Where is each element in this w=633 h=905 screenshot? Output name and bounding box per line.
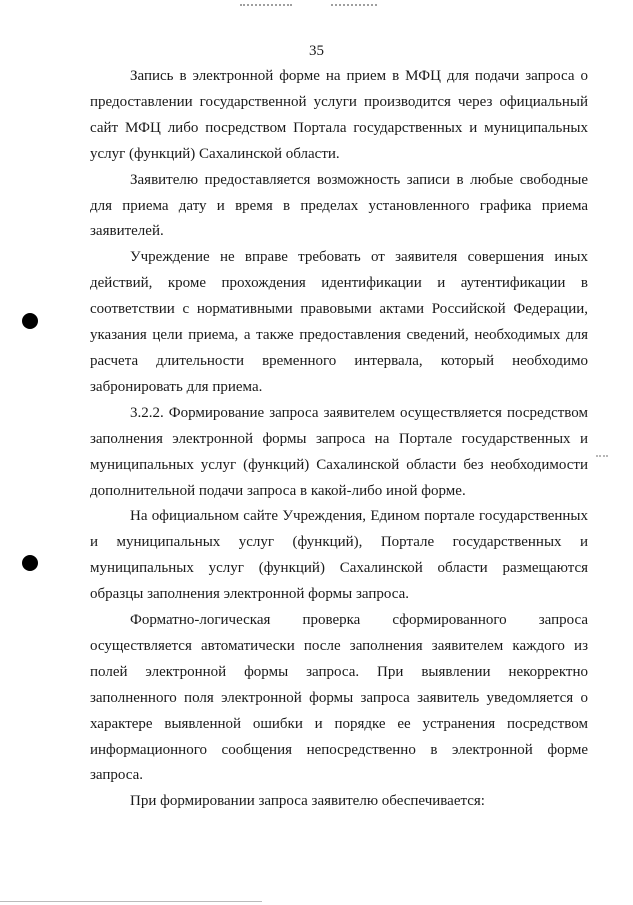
punch-hole: [22, 555, 38, 571]
paragraph-sample-forms: На официальном сайте Учреждения, Едином портале государственных и муниципальных услуг (функций), Портале государственных и муниципальных услуг (функций) Сахалинской области размещаются образцы заполнения электронной формы запроса.: [90, 508, 588, 603]
paragraph-booking-time: Заявителю предоставляется возможность записи в любые свободные для приема дату и время в пределах установленного графика приема заявителей.: [90, 171, 588, 240]
paragraph-format-check: Форматно-логическая проверка сформированного запроса осуществляется автоматически после заполнения заявителем каждого из полей электронной формы запроса. При выявлении некорректно заполненного поля электронной формы запроса заявитель уведомляется о характере выявленной ошибки и порядке ее устранения посредством информационного сообщения непосредственно в электронной форме запроса.: [90, 612, 588, 784]
scan-artifact: [331, 4, 377, 15]
punch-hole: [22, 313, 38, 329]
page-number: 35: [309, 43, 324, 59]
document-body: [90, 64, 588, 815]
scan-edge-line: [0, 901, 262, 902]
paragraph-section-3-2-2: 3.2.2. Формирование запроса заявителем осуществляется посредством заполнения электронной формы запроса на Портале государственных и муниципальных услуг (функций) Сахалинской области без необходимости дополнительной подачи запроса в какой-либо иной форме.: [90, 404, 588, 499]
paragraph-institution-restrictions: Учреждение не вправе требовать от заявителя совершения иных действий, кроме прохождения идентификации и аутентификации в соответствии с нормативными правовыми актами Российской Федерации, указания цели приема, а также предоставления сведений, необходимых для расчета длительности временного интервала, который необходимо забронировать для приема.: [90, 249, 588, 395]
paragraph-request-provision: При формировании запроса заявителю обеспечивается:: [130, 793, 485, 810]
paragraph-mfc-appointment: Запись в электронной форме на прием в МФЦ для подачи запроса о предоставлении государственной услуги производится через официальный сайт МФЦ либо посредством Портала государственных и муниципальных услуг (функций) Сахалинской области.: [90, 68, 588, 162]
scan-artifact: [240, 4, 292, 15]
scan-artifact: [596, 455, 608, 461]
